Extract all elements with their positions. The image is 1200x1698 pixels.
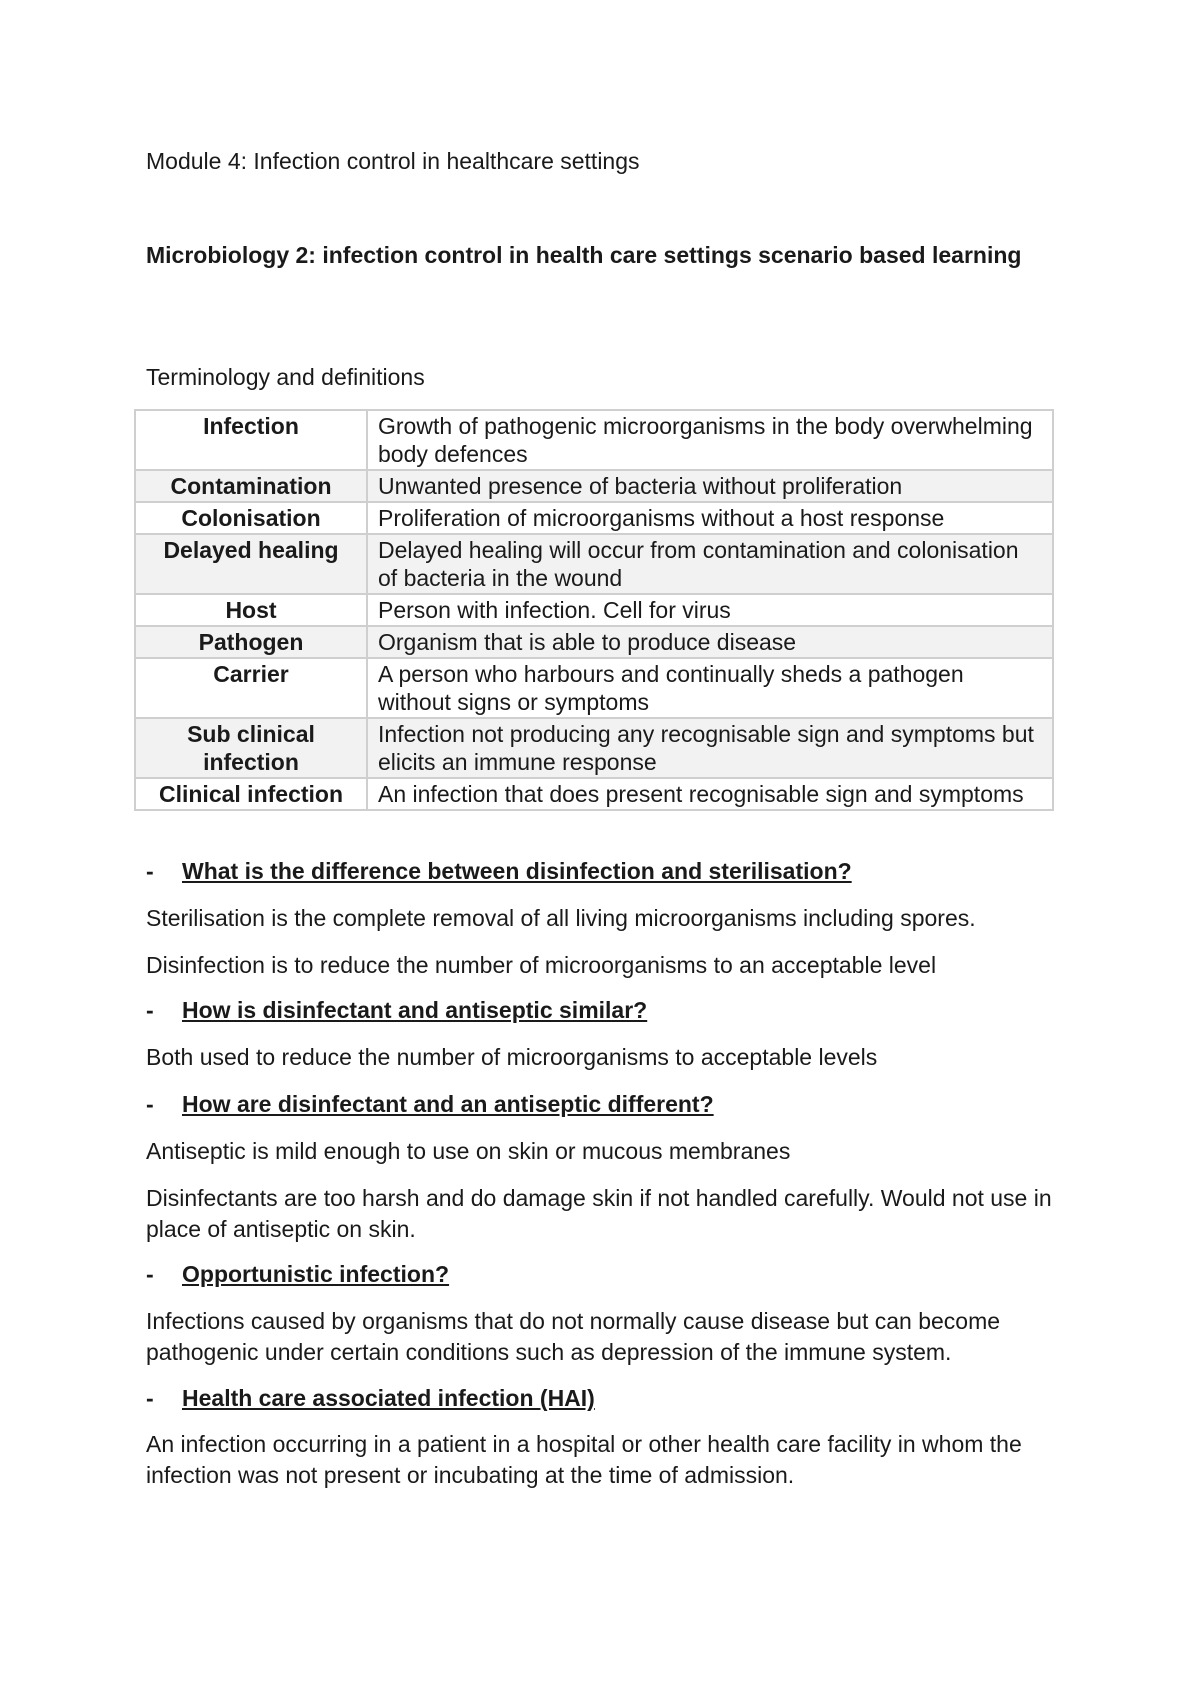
table-row <box>135 470 1053 502</box>
definition-cell: Organism that is able to produce disease <box>367 626 1053 658</box>
definition-cell: Delayed healing will occur from contamination and colonisation of bacteria in the wound <box>367 534 1053 594</box>
term-cell: Host <box>135 594 367 626</box>
question-text: How are disinfectant and an antiseptic different? <box>182 1091 714 1117</box>
term-cell: Infection <box>135 410 367 470</box>
answer-paragraph: Antiseptic is mild enough to use on skin or mucous membranes <box>146 1138 791 1164</box>
definition-cell: A person who harbours and continually sheds a pathogen without signs or symptoms <box>367 658 1053 718</box>
question-heading <box>146 995 648 1026</box>
answer-paragraph: Disinfectants are too harsh and do damage skin if not handled carefully. Would not use in place of antiseptic on skin. <box>146 1185 1052 1242</box>
module-title: Module 4: Infection control in healthcare settings <box>146 148 640 174</box>
table-row <box>135 626 1053 658</box>
question-text: What is the difference between disinfection and sterilisation? <box>182 858 852 884</box>
definition-cell: Growth of pathogenic microorganisms in the body overwhelming body defences <box>367 410 1053 470</box>
bullet-dash: - <box>146 997 154 1023</box>
definition-cell: Person with infection. Cell for virus <box>367 594 1053 626</box>
table-row <box>135 502 1053 534</box>
table-row <box>135 718 1053 778</box>
answer-paragraph: Sterilisation is the complete removal of all living microorganisms including spores. <box>146 905 976 931</box>
table-row <box>135 658 1053 718</box>
question-heading <box>146 1383 595 1414</box>
term-cell: Carrier <box>135 658 367 718</box>
term-cell: Sub clinical infection <box>135 718 367 778</box>
term-cell: Colonisation <box>135 502 367 534</box>
bullet-dash: - <box>146 858 154 884</box>
question-heading <box>146 856 852 887</box>
section-label: Terminology and definitions <box>146 364 425 390</box>
question-text: Health care associated infection (HAI) <box>182 1385 595 1411</box>
definition-cell: Infection not producing any recognisable sign and symptoms but elicits an immune response <box>367 718 1053 778</box>
terminology-table <box>134 409 1054 811</box>
bullet-dash: - <box>146 1385 154 1411</box>
table-row <box>135 534 1053 594</box>
table-row <box>135 594 1053 626</box>
definition-cell: An infection that does present recognisable sign and symptoms <box>367 778 1053 810</box>
term-cell: Delayed healing <box>135 534 367 594</box>
question-heading <box>146 1089 714 1120</box>
term-cell: Clinical infection <box>135 778 367 810</box>
question-text: How is disinfectant and antiseptic similar? <box>182 997 648 1023</box>
answer-paragraph: Infections caused by organisms that do not normally cause disease but can become pathogenic under certain conditions such as depression of the immune system. <box>146 1308 1001 1365</box>
bullet-dash: - <box>146 1091 154 1117</box>
table-row <box>135 410 1053 470</box>
answer-paragraph: Both used to reduce the number of microorganisms to acceptable levels <box>146 1044 878 1070</box>
term-cell: Contamination <box>135 470 367 502</box>
answer-paragraph: An infection occurring in a patient in a hospital or other health care facility in whom the infection was not present or incubating at the time of admission. <box>146 1431 1022 1488</box>
document-heading: Microbiology 2: infection control in health care settings scenario based learning <box>146 242 1022 268</box>
definition-cell: Unwanted presence of bacteria without proliferation <box>367 470 1053 502</box>
bullet-dash: - <box>146 1261 154 1287</box>
term-cell: Pathogen <box>135 626 367 658</box>
question-text: Opportunistic infection? <box>182 1261 450 1287</box>
definition-cell: Proliferation of microorganisms without a host response <box>367 502 1053 534</box>
question-heading <box>146 1259 450 1290</box>
table-row <box>135 778 1053 810</box>
answer-paragraph: Disinfection is to reduce the number of microorganisms to an acceptable level <box>146 952 937 978</box>
